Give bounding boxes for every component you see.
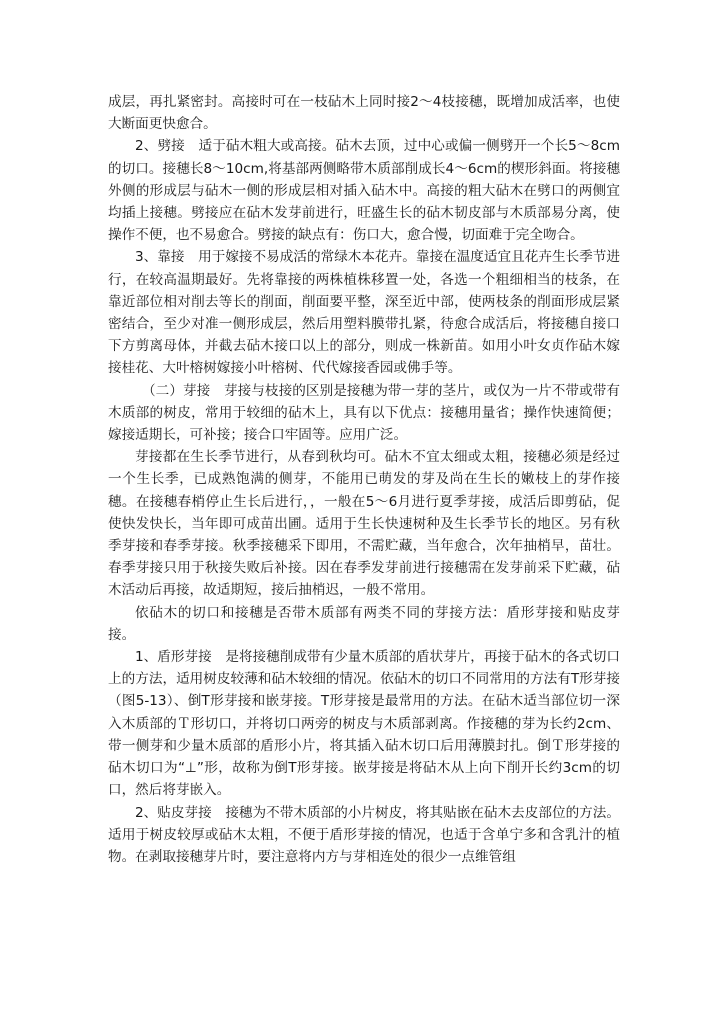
paragraph-continuation: 成层，再扎紧密封。高接时可在一枝砧木上同时接2～4枝接穗，既增加成活率，也使大断面更快愈合。: [108, 94, 620, 133]
paragraph-bud-grafting-season: 芽接都在生长季节进行，从春到秋均可。砧木不宜太细或太粗，接穗必须是经过一个生长季，已成熟饱满的侧芽，不能用已萌发的芽及尚在生长的嫩枝上的芽作接穗。在接穗春梢停止生长后进行，，一般在5～6月进行夏季芽接，成活后即剪砧，促使快发快长，当年即可成苗出圃。适用于生长快速树种及生长季节长的地区。另有秋季芽接和春季芽接。秋季接穗采下即用，不需贮藏，当年愈合，次年抽梢早，苗壮。春季芽接只用于秋接失败后补接。因在春季发芽前进行接穗需在发芽前采下贮藏，砧木活动后再接，故适期短，接后抽梢迟，一般不常用。: [108, 449, 620, 599]
paragraph-shield-budding: 1、盾形芽接 是将接穗削成带有少量木质部的盾状芽片，再接于砧木的各式切口上的方法，适用树皮较薄和砧木较细的情况。依砧木的切口不同常用的方法有T形芽接（图5-13）、倒T形芽接和嵌芽接。T形芽接是最常用的方法。在砧木适当部位切一深入木质部的Ｔ形切口，并将切口两旁的树皮与木质部剥离。作接穗的芽为长约2cm、带一侧芽和少量木质部的盾形小片，将其插入砧木切口后用薄膜封扎。倒Ｔ形芽接的砧木切口为“⊥”形，故称为倒T形芽接。嵌芽接是将砧木从上向下削开长约3cm的切口，然后将芽嵌入。: [108, 649, 620, 799]
paragraph-approach-grafting: 3、靠接 用于嫁接不易成活的常绿木本花卉。靠接在温度适宜且花卉生长季节进行，在较高温期最好。先将靠接的两株植株移置一处，各选一个粗细相当的枝条，在靠近部位相对削去等长的削面，削面要平整，深至近中部，使两枝条的削面形成层紧密结合，至少对准一侧形成层，然后用塑料膜带扎紧，待愈合成活后，将接穗自接口下方剪离母体，并截去砧木接口以上的部分，则成一株新苗。如用小叶女贞作砧木嫁接桂花、大叶榕树嫁接小叶榕树、代代嫁接香园或佛手等。: [108, 249, 620, 377]
paragraph-bud-grafting-heading: （二）芽接 芽接与枝接的区别是接穗为带一芽的茎片，或仅为一片不带或带有木质部的树皮，常用于较细的砧木上，具有以下优点：接穗用量省；操作快速简便；嫁接适期长，可补接；接合口牢固等。应用广泛。: [108, 382, 620, 444]
body-text: [108, 91, 620, 868]
paragraph-bud-grafting-methods: 依砧木的切口和接穗是否带木质部有两类不同的芽接方法：盾形芽接和贴皮芽接。: [108, 604, 620, 643]
paragraph-cleft-grafting: 2、劈接 适于砧木粗大或高接。砧木去顶，过中心或偏一侧劈开一个长5～8cm的切口。接穗长8～10cm,将基部两侧略带木质部削成长4～6cm的楔形斜面。将接穗外侧的形成层与砧木一侧的形成层相对插入砧木中。高接的粗大砧木在劈口的两侧宜均插上接穗。劈接应在砧木发芽前进行，旺盛生长的砧木韧皮部与木质部易分离，使操作不便，也不易愈合。劈接的缺点有：伤口大，愈合慢，切面难于完全吻合。: [108, 138, 620, 244]
paragraph-patch-budding: 2、贴皮芽接 接穗为不带木质部的小片树皮，将其贴嵌在砧木去皮部位的方法。适用于树皮较厚或砧木太粗，不便于盾形芽接的情况，也适于含单宁多和含乳汁的植物。在剥取接穗芽片时，要注意将内方与芽相连处的很少一点维管组: [108, 804, 620, 865]
